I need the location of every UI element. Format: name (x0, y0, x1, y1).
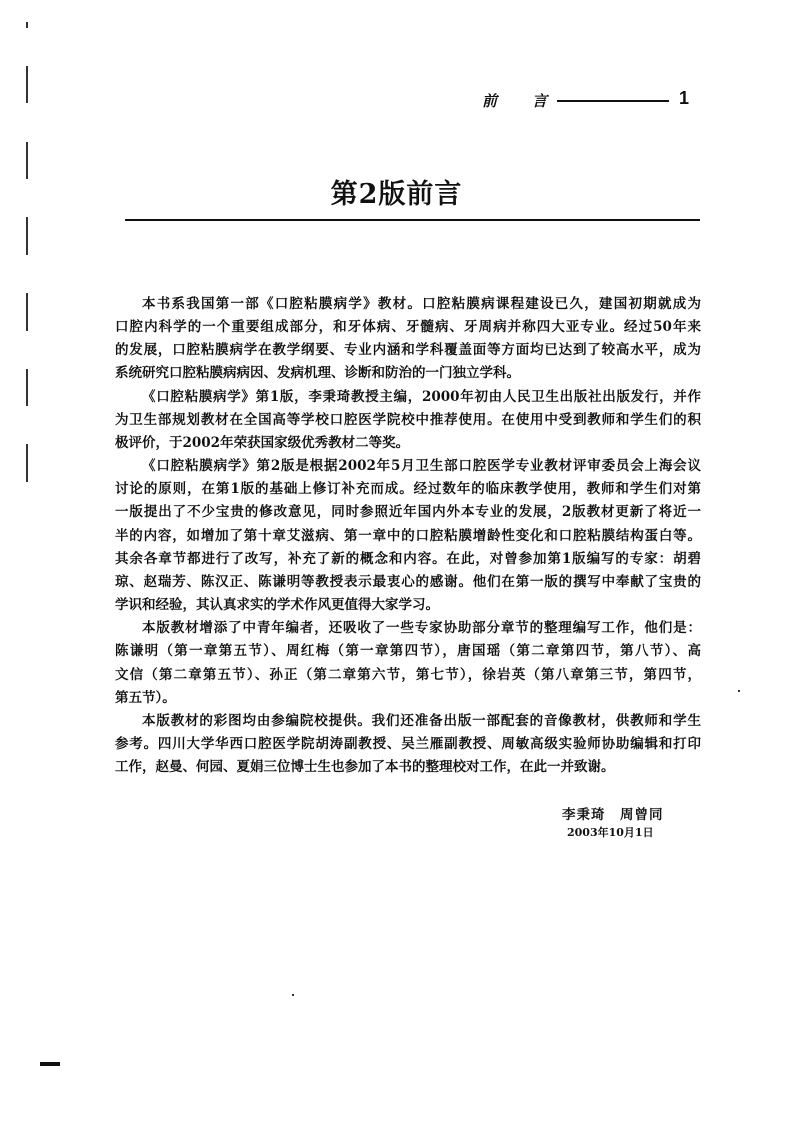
body-text (115, 293, 701, 779)
text-line: 工作，赵曼、何园、夏娟三位博士生也参加了本书的整理校对工作，在此一并致谢。 (115, 759, 615, 776)
text-line: 其余各章节都进行了改写，补充了新的概念和内容。在此，对曾参加第1版编写的专家：胡碧 (115, 550, 701, 567)
title-rule (125, 219, 700, 221)
text-line: 口腔内科学的一个重要组成部分，和牙体病、牙髓病、牙周病并称四大亚专业。经过50年来 (115, 319, 701, 336)
scan-speck (738, 690, 740, 692)
scan-bar (40, 1062, 60, 1066)
text-line: 本版教材的彩图均由参编院校提供。我们还准备出版一部配套的音像教材，供教师和学生 (142, 712, 701, 729)
text-line: 陈谦明（第一章第五节）、周红梅（第一章第四节），唐国瑶（第二章第四节，第八节）、高 (115, 643, 701, 660)
running-header (482, 88, 697, 112)
running-title-char: 言 (532, 92, 548, 110)
date: 2003年10月1日 (567, 826, 654, 839)
text-line: 文信（第二章第五节）、孙正（第二章第六节，第七节），徐岩英（第八章第三节，第四节， (115, 666, 701, 683)
text-line: 学识和经验，其认真求实的学术作风更值得大家学习。 (115, 597, 439, 614)
text-line: 《口腔粘膜病学》第2版是根据2002年5月卫生部口腔医学专业教材评审委员会上海会议 (142, 458, 701, 475)
paragraph (115, 293, 701, 386)
scan-speck (292, 994, 294, 996)
scan-mark (26, 369, 28, 406)
text-line: 本书系我国第一部《口腔粘膜病学》教材。口腔粘膜病课程建设已久，建国初期就成为 (142, 296, 701, 312)
header-rule (557, 100, 669, 102)
scan-mark (26, 22, 28, 28)
signature: 李秉琦 周曾同 (562, 807, 664, 823)
text-line: 极评价，于2002年荣获国家级优秀教材二等奖。 (115, 434, 410, 451)
text-line: 系统研究口腔粘膜病病因、发病机理、诊断和防治的一门独立学科。 (115, 365, 520, 382)
text-line: 讨论的原则，在第1版的基础上修订补充而成。经过数年的临床教学使用，教师和学生们对第 (115, 481, 701, 498)
paragraph (115, 455, 701, 617)
text-line: 第五节）。 (115, 689, 176, 706)
page-number: 1 (679, 88, 690, 108)
paragraph (115, 386, 701, 455)
text-line: 琼、赵瑞芳、陈汉正、陈谦明等教授表示最衷心的感谢。他们在第一版的撰写中奉献了宝贵的 (115, 573, 701, 590)
text-line: 半的内容，如增加了第十章艾滋病、第一章中的口腔粘膜增龄性变化和口腔粘膜结构蛋白等。 (115, 527, 701, 544)
scan-mark (26, 444, 28, 482)
text-line: 参考。四川大学华西口腔医学院胡涛副教授、吴兰雁副教授、周敏高级实验师协助编辑和打印 (115, 735, 701, 752)
scan-mark (26, 217, 28, 255)
text-line: 一版提出了不少宝贵的修改意见，同时参照近年国内外本专业的发展，2版教材更新了将近一 (115, 504, 701, 521)
text-line: 《口腔粘膜病学》第1版，李秉琦教授主编，2000年初由人民卫生出版社出版发行，并作 (142, 388, 701, 405)
paragraph (115, 617, 701, 710)
text-line: 本版教材增添了中青年编者，还吸收了一些专家协助部分章节的整理编写工作，他们是： (142, 620, 701, 637)
page-title: 第2版前言 (330, 179, 463, 210)
scan-mark (26, 66, 28, 103)
scan-mark (26, 293, 28, 331)
paragraph (115, 710, 701, 779)
text-line: 的发展，口腔粘膜病学在教学纲要、专业内涵和学科覆盖面等方面均已达到了较高水平，成为 (115, 342, 701, 359)
text-line: 为卫生部规划教材在全国高等学校口腔医学院校中推荐使用。在使用中受到教师和学生们的积 (115, 411, 701, 428)
running-title-char: 前 (482, 92, 498, 110)
